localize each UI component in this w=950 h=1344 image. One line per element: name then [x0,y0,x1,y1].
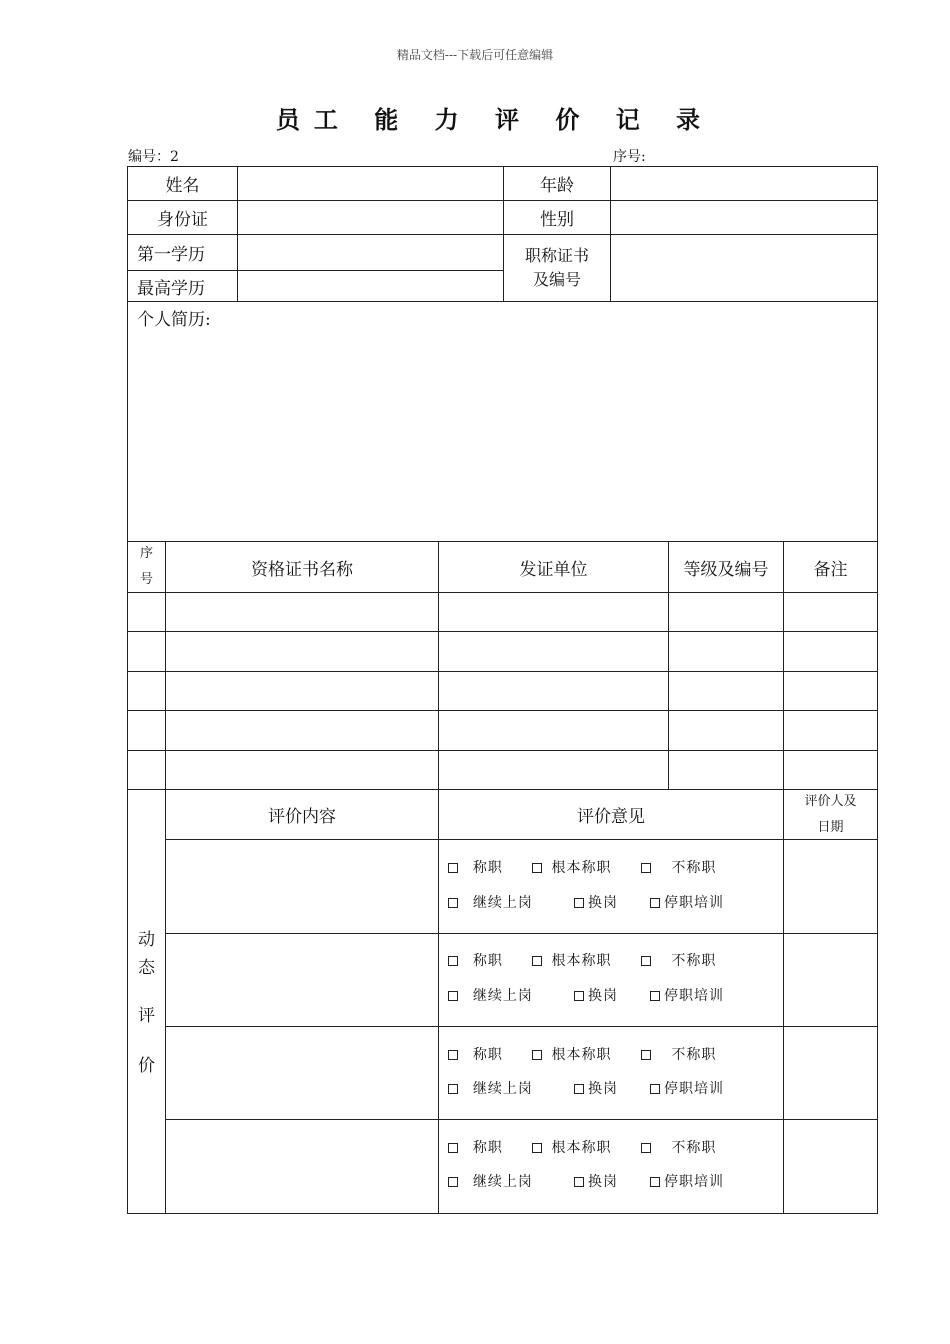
option-transfer[interactable] [574,892,618,912]
option-continue[interactable] [448,985,533,1005]
checkbox-icon [532,863,542,873]
first-education-label: 第一学历 [137,245,205,265]
eval-content-field[interactable] [166,1027,438,1119]
option-suspend[interactable] [650,1171,724,1191]
option-label: 不称职 [671,953,717,969]
checkbox-icon [448,863,458,873]
option-label: 根本称职 [551,1140,612,1156]
table-row[interactable] [128,751,877,789]
option-label: 称职 [472,1047,503,1063]
checkbox-icon [448,956,458,966]
checkbox-icon [448,1050,458,1060]
option-incompetent[interactable] [641,857,716,877]
option-label: 称职 [472,953,503,969]
option-transfer[interactable] [574,985,618,1005]
table-row[interactable] [128,632,877,671]
option-label: 不称职 [671,860,717,876]
page-title: 员工 能 力 评 价 记 录 [275,105,715,134]
serial-number-label: 序号: [613,149,646,165]
option-basically-competent[interactable] [532,857,611,877]
option-basically-competent[interactable] [532,1044,611,1064]
option-label: 停职培训 [664,988,724,1004]
id-card-field[interactable] [238,201,503,234]
evaluator-date-header-line2: 日期 [817,819,844,835]
checkbox-icon [641,1143,651,1153]
checkbox-icon [641,956,651,966]
option-basically-competent[interactable] [532,1137,611,1157]
gender-field[interactable] [611,201,877,234]
first-education-field[interactable] [238,235,503,270]
option-label: 继续上岗 [472,1174,533,1190]
checkbox-icon [448,1084,458,1094]
option-continue[interactable] [448,1171,533,1191]
option-incompetent[interactable] [641,950,716,970]
checkbox-icon [650,991,660,1001]
cert-issuer-header: 发证单位 [519,559,588,580]
option-label: 换岗 [588,1081,618,1097]
option-suspend[interactable] [650,1078,724,1098]
col-divider [438,789,439,1213]
table-row[interactable] [128,711,877,750]
gender-label: 性别 [540,210,574,230]
cert-grade-header: 等级及编号 [683,559,769,580]
checkbox-icon [532,1143,542,1153]
checkbox-icon [574,898,584,908]
option-label: 不称职 [671,1047,717,1063]
resume-label: 个人简历: [137,309,211,330]
title-cert-label [504,235,610,301]
option-continue[interactable] [448,892,533,912]
title-cert-label-line1: 职称证书 [524,246,589,265]
table-row[interactable] [128,672,877,710]
checkbox-icon [448,1177,458,1187]
option-suspend[interactable] [650,985,724,1005]
evaluation-form [127,166,878,1214]
checkbox-icon [641,1050,651,1060]
checkbox-icon [532,956,542,966]
checkbox-icon [650,1084,660,1094]
dynamic-eval-label-3: 评 [138,1005,155,1026]
dynamic-eval-label-1: 动 [138,929,155,950]
option-label: 继续上岗 [472,1081,533,1097]
checkbox-icon [574,1177,584,1187]
option-competent[interactable] [448,1044,503,1064]
checkbox-icon [448,1143,458,1153]
option-suspend[interactable] [650,892,724,912]
eval-opinion-header: 评价意见 [577,807,645,827]
option-label: 根本称职 [551,953,612,969]
dynamic-eval-label-4: 价 [138,1055,155,1076]
checkbox-icon [641,863,651,873]
option-label: 继续上岗 [472,895,533,911]
checkbox-icon [448,991,458,1001]
highest-education-label: 最高学历 [137,278,205,299]
option-competent[interactable] [448,1137,503,1157]
option-label: 停职培训 [664,1081,724,1097]
name-label: 姓名 [165,176,200,196]
option-label: 不称职 [671,1140,717,1156]
eval-content-field[interactable] [166,934,438,1026]
dynamic-eval-label-2: 态 [138,957,155,978]
option-basically-competent[interactable] [532,950,611,970]
checkbox-icon [448,898,458,908]
option-transfer[interactable] [574,1171,618,1191]
evaluator-date-field[interactable] [784,934,877,1026]
cert-seq-header-line1: 序 [139,546,153,561]
title-cert-field[interactable] [611,235,877,301]
evaluator-date-field[interactable] [784,840,877,933]
option-label: 称职 [472,1140,503,1156]
highest-education-field[interactable] [238,271,503,301]
option-label: 换岗 [588,988,618,1004]
cert-name-header: 资格证书名称 [251,559,353,580]
option-label: 称职 [472,860,503,876]
checkbox-icon [650,1177,660,1187]
option-incompetent[interactable] [641,1044,716,1064]
name-field[interactable] [238,167,503,200]
eval-content-field[interactable] [166,840,438,933]
checkbox-icon [574,991,584,1001]
option-competent[interactable] [448,857,503,877]
evaluator-date-field[interactable] [784,1120,877,1213]
evaluator-date-header-line1: 评价人及 [804,793,857,809]
evaluator-date-field[interactable] [784,1027,877,1119]
evaluator-date-header [784,790,877,839]
id-card-label: 身份证 [157,210,208,230]
cert-seq-header-line2: 号 [139,572,153,587]
option-label: 停职培训 [664,1174,724,1190]
option-competent[interactable] [448,950,503,970]
option-label: 换岗 [588,1174,618,1190]
age-field[interactable] [611,167,877,200]
option-label: 换岗 [588,895,618,911]
option-label: 根本称职 [551,1047,612,1063]
record-number: 编号：2 [128,149,179,165]
checkbox-icon [650,898,660,908]
option-label: 根本称职 [551,860,612,876]
header-note: 精品文档---下载后可任意编辑 [396,48,554,62]
age-label: 年龄 [540,176,574,196]
eval-content-field[interactable] [166,1120,438,1213]
resume-field[interactable] [128,333,877,541]
table-row[interactable] [128,593,877,631]
cert-seq-header [128,542,165,592]
cert-note-header: 备注 [813,559,848,580]
eval-content-header: 评价内容 [268,807,336,827]
option-label: 继续上岗 [472,988,533,1004]
option-continue[interactable] [448,1078,533,1098]
checkbox-icon [574,1084,584,1094]
option-label: 停职培训 [664,895,724,911]
title-cert-label-line2: 及编号 [532,270,581,289]
checkbox-icon [532,1050,542,1060]
option-transfer[interactable] [574,1078,618,1098]
option-incompetent[interactable] [641,1137,716,1157]
